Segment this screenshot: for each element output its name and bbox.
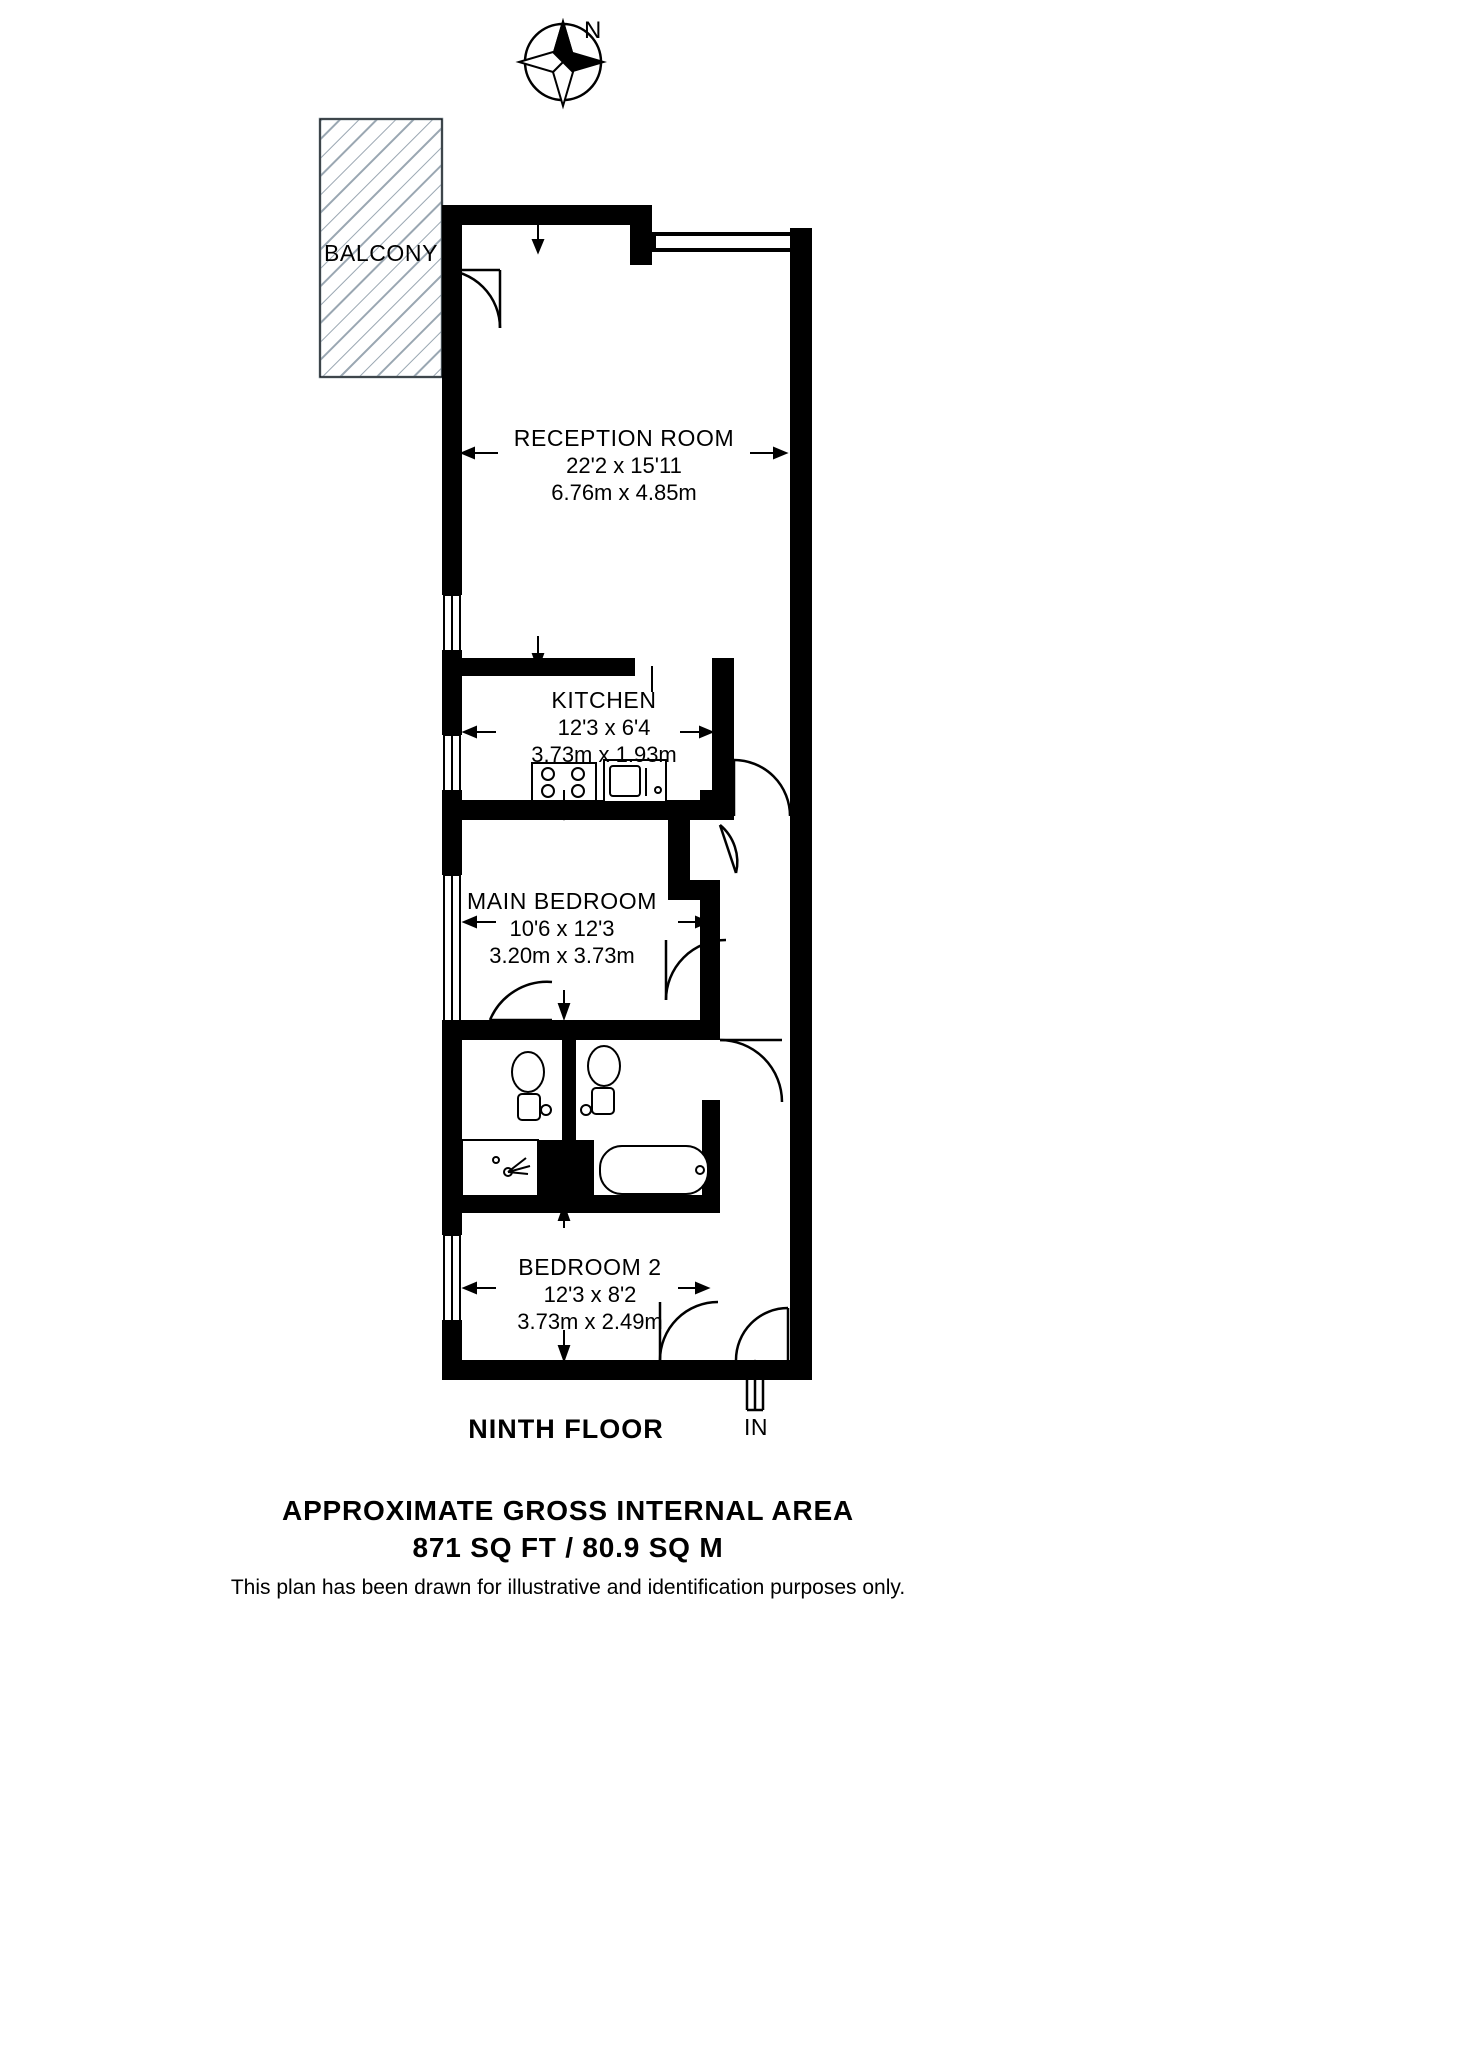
room-dim-imperial-main-bedroom: 10'6 x 12'3 xyxy=(509,916,615,941)
room-label-bedroom-2: BEDROOM 2 xyxy=(518,1254,662,1280)
floor-title: NINTH FLOOR xyxy=(468,1414,664,1444)
disclaimer-text: This plan has been drawn for illustrative and identification purposes only. xyxy=(230,1576,906,1599)
room-dim-metric-bedroom-2: 3.73m x 2.49m xyxy=(517,1309,663,1334)
room-label-main-bedroom: MAIN BEDROOM xyxy=(467,888,657,914)
room-dim-imperial-kitchen: 12'3 x 6'4 xyxy=(557,715,651,740)
area-heading: APPROXIMATE GROSS INTERNAL AREA xyxy=(282,1495,854,1526)
room-dim-imperial-reception: 22'2 x 15'11 xyxy=(566,453,682,478)
room-label-reception: RECEPTION ROOM xyxy=(513,425,735,451)
room-dim-imperial-bedroom-2: 12'3 x 8'2 xyxy=(543,1282,637,1307)
compass-north-label: N xyxy=(584,17,602,44)
balcony-label: BALCONY xyxy=(323,240,439,266)
room-label-kitchen: KITCHEN xyxy=(551,687,657,713)
area-value: 871 SQ FT / 80.9 SQ M xyxy=(412,1532,724,1563)
room-dim-metric-main-bedroom: 3.20m x 3.73m xyxy=(489,943,635,968)
entrance-label: IN xyxy=(744,1414,768,1440)
room-dim-metric-kitchen: 3.73m x 1.93m xyxy=(531,742,677,767)
room-dim-metric-reception: 6.76m x 4.85m xyxy=(551,480,697,505)
